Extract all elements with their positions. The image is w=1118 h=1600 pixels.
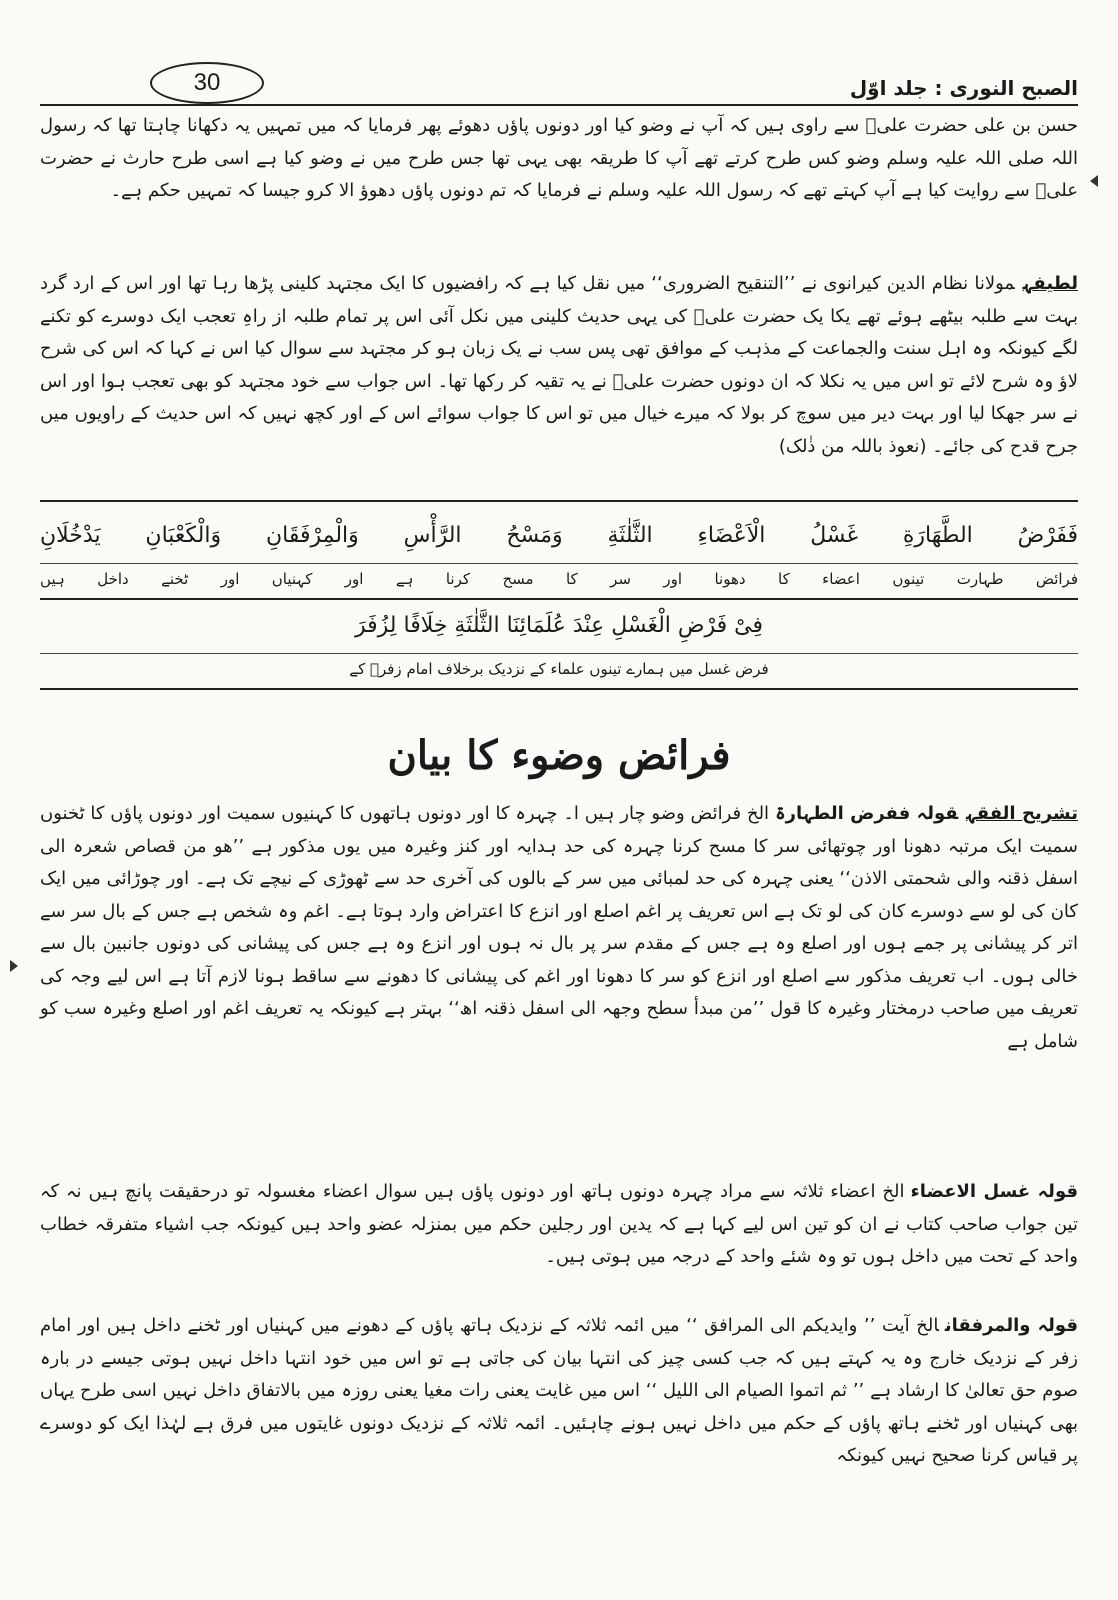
matn-arabic-word: غَسْلُ (810, 522, 859, 548)
matn-rule-2 (40, 598, 1078, 600)
paragraph-mirfaqan (40, 1310, 1078, 1470)
matn-arabic-word: الثَّلٰثَةِ (607, 522, 653, 548)
matn-gloss-word: داخل (97, 570, 129, 588)
matn-gloss-word: دھونا (714, 570, 746, 588)
matn-arabic-word: الطَّهَارَةِ (902, 522, 973, 548)
paragraph-aaza (40, 1176, 1078, 1306)
tashrih-keyword: قولہ ففرض الطہارۃ (775, 803, 959, 824)
tashrih-text: الخ فرائض وضو چار ہیں ا۔ چہرہ کا اور دونوں ہاتھوں کا کہنیوں سمیت اور دونوں پاؤں کا ٹخنوں سمیت ایک مرتبہ دھونا اور چوتھائی سر کا مسح کرنا چہرہ کی حد ہدایہ اور کنز وغیرہ میں یوں مذکور ہے ’’ھو من قصاص شعرہ الی اسفل ذقنہ والی شحمتی الاذن‘‘ یعنی چہرہ کی حد لمبائی میں سر کے بالوں کی آخری حد سے ٹھوڑی کے نیچے تک ہے۔ اور چوڑائی میں ایک کان کی لو سے دوسرے کان کی لو تک ہے اس تعریف پر اغم اصلع اور انزع کا اعتراض وارد ہوتا ہے۔ اغم وہ شخص ہے جس کے بال سر سے اتر کر پیشانی پر جمے ہوں اور اصلع وہ ہے جس کے مقدم سر پر بال نہ ہوں اور انزع وہ ہے جس کی پیشانی کی دونوں جانبین بال سے خالی ہوں۔ اب تعریف مذکور سے اصلع اور انزع کو سر کا دھونا اور اغم کی پیشانی کا دھونے سے ساقط ہونا لازم آتا ہے اس لیے وجہ کی تعریف میں صاحب درمختار وغیرہ کا قول ’’من مبدأ سطح وجھہ الی اسفل ذقنہ اھ‘‘ بہتر ہے کیونکہ یہ تعریف اغم اور اصلع وغیرہ سب کو شامل ہے (40, 803, 1078, 1052)
section-title: فرائض وضوء کا بیان (387, 732, 731, 779)
latifa-heading: لطیفہ (1022, 273, 1078, 294)
aaza-keyword: قولہ غسل الاعضاء (910, 1181, 1079, 1202)
matn-gloss-word: اور (344, 570, 364, 588)
matn-rule-3 (40, 653, 1078, 654)
matn-arabic-word: وَالْكَعْبَانِ (145, 522, 222, 548)
matn-arabic-word: الرَّأْسِ (403, 522, 462, 548)
matn-gloss-word: ٹخنے (161, 570, 189, 588)
paragraph-latifa (40, 268, 1078, 493)
matn-arabic-line (40, 515, 1078, 555)
matn-bottom-rule (40, 688, 1078, 690)
margin-marker-icon (10, 960, 18, 972)
paragraph-tashrih (40, 798, 1078, 1173)
matn-arabic-line-2: فِیْ فَرْضِ الْغَسْلِ عِنْدَ عُلَمَائِنَا الثَّلٰثَةِ خِلَافًا لِزُفَرَ (355, 613, 763, 638)
matn-arabic-word: يَدْخُلَانِ (40, 522, 101, 548)
matn-gloss-word: اعضاء (822, 570, 860, 588)
matn-gloss-word: کا (778, 570, 790, 588)
matn-gloss-word: کرنا (445, 570, 471, 588)
matn-gloss-word: طہارت (956, 570, 1004, 588)
book-title: الصبح النوری : جلد اوّل (849, 76, 1078, 100)
matn-arabic-word: وَالْمِرْفَقَانِ (265, 522, 359, 548)
matn-gloss-word: ہیں (40, 570, 65, 588)
aaza-text: الخ اعضاء ثلاثہ سے مراد چہرہ دونوں ہاتھ اور دونوں پاؤں ہیں سوال اعضاء مغسولہ تو درحقیقت پانچ ہیں نہ کہ تین جواب صاحب کتاب نے ان کو تین اس لیے کہا ہے کہ یدین اور رجلین حکم میں بمنزلہ عضو واحد ہیں کیونکہ جب اشیاء متفرقہ خطاب واحد کے تحت میں داخل ہوں تو وہ شئے واحد کے درجہ میں ہوتی ہیں۔ (40, 1181, 1078, 1267)
margin-marker-icon (1090, 175, 1098, 187)
page-header (40, 70, 1078, 106)
mirfaqan-text: الخ آیت ’’ وایدیکم الی المرافق ‘‘ میں ائمہ ثلاثہ کے نزدیک ہاتھ پاؤں کے دھونے میں کہنیاں اور ٹخنے داخل ہیں اور امام زفر کے نزدیک خارج وہ یہ کہتے ہیں کہ جب کسی چیز کی انتہا بیان کی جاتی ہے تو اس میں خود انتہا داخل نہیں ہوتی جیسے در بارہ صوم حق تعالیٰ کا ارشاد ہے ’’ ثم اتموا الصیام الی اللیل ‘‘ اس میں غایت یعنی رات مغیا یعنی روزہ میں بالاتفاق داخل نہیں اسی طرح یہاں بھی کہنیاں اور ٹخنے ہاتھ پاؤں کے حکم میں داخل نہیں ہونے چاہئیں۔ ائمہ ثلاثہ کے نزدیک دونوں غایتوں میں فرق ہے لہٰذا ایک کو دوسرے پر قیاس کرنا صحیح نہیں کیونکہ (40, 1315, 1078, 1466)
matn-gloss-word: اور (220, 570, 240, 588)
matn-arabic-word: وَمَسْحُ (506, 522, 563, 548)
matn-gloss-word: اور (663, 570, 683, 588)
mirfaqan-keyword: قولہ والمرفقان (944, 1315, 1078, 1336)
paragraph-hadith: حسن بن علی حضرت علیؓ سے راوی ہیں کہ آپ نے وضو کیا اور دونوں پاؤں دھوئے پھر فرمایا کہ میں تمہیں یہ دکھانا چاہتا تھا کہ رسول اللہ صلی اللہ علیہ وسلم وضو کس طرح کرتے تھے آپ کا طریقہ بھی یہی تھا جس طرح میں نے وضو کیا ہے اسی طرح حارث نے حضرت علیؓ سے روایت کیا ہے آپ کہتے تھے کہ رسول اللہ علیہ وسلم نے فرمایا کہ تم دونوں پاؤں دھوؤ الا کرو جیسا کہ تمہیں حکم ہے۔ (40, 115, 1078, 201)
matn-gloss-word: مسح (502, 570, 534, 588)
page-number: 30 (150, 62, 264, 104)
matn-gloss-word: فرائض (1035, 570, 1078, 588)
matn-gloss-word: سر (610, 570, 631, 588)
latifa-text: مولانا نظام الدین کیرانوی نے ’’التنقیح الضروری‘‘ میں نقل کیا ہے کہ رافضیوں کا ایک مجتہد کلینی پڑھا رہا تھا اور اس کے ارد گرد بہت سے طلبہ بیٹھے ہوئے تھے یکا یک حضرت علیؓ کی یہی حدیث کلینی میں نکل آئی اس پر تمام طلبہ از راہِ تعجب ایک دوسرے کو تکنے لگے کیونکہ وہ اہل سنت والجماعت کے مذہب کے موافق تھی پس سب نے یک زبان ہو کر مجتہد سے سوال کیا اس نے کہا کہ اس کی شرح لاؤ وہ شرح لائے تو اس میں یہ نکلا کہ ان دونوں حضرت علیؓ نے یہ تقیہ کر رکھا تھا۔ اس جواب سے خود مجتہد کو بھی تعجب ہوا اور اس نے سر جھکا لیا اور بہت دیر میں سوچ کر بولا کہ میرے خیال میں تو اس کا جواب سوائے اس کے اور کچھ نہیں کہ اس حدیث کے راویوں میں جرح قدح کی جائے۔ (نعوذ باللہ من ذٰلک) (40, 273, 1078, 457)
matn-top-rule (40, 500, 1078, 502)
matn-gloss-word: ہے (395, 570, 414, 588)
matn-arabic-word: فَفَرْضُ (1017, 522, 1078, 548)
matn-gloss-word: کا (565, 570, 578, 588)
matn-gloss-word: تینوں (892, 570, 925, 588)
matn-arabic-word: الْاَعْضَاءِ (697, 522, 766, 548)
matn-gloss-word: کہنیاں (271, 570, 313, 588)
matn-gloss-line-2: فرض غسل میں ہمارے تینوں علماء کے نزدیک برخلاف امام زفرؒ کے (349, 660, 769, 678)
tashrih-heading: تشریح الفقہ (966, 803, 1078, 824)
matn-mid-rule (40, 563, 1078, 564)
matn-gloss-line (40, 566, 1078, 592)
